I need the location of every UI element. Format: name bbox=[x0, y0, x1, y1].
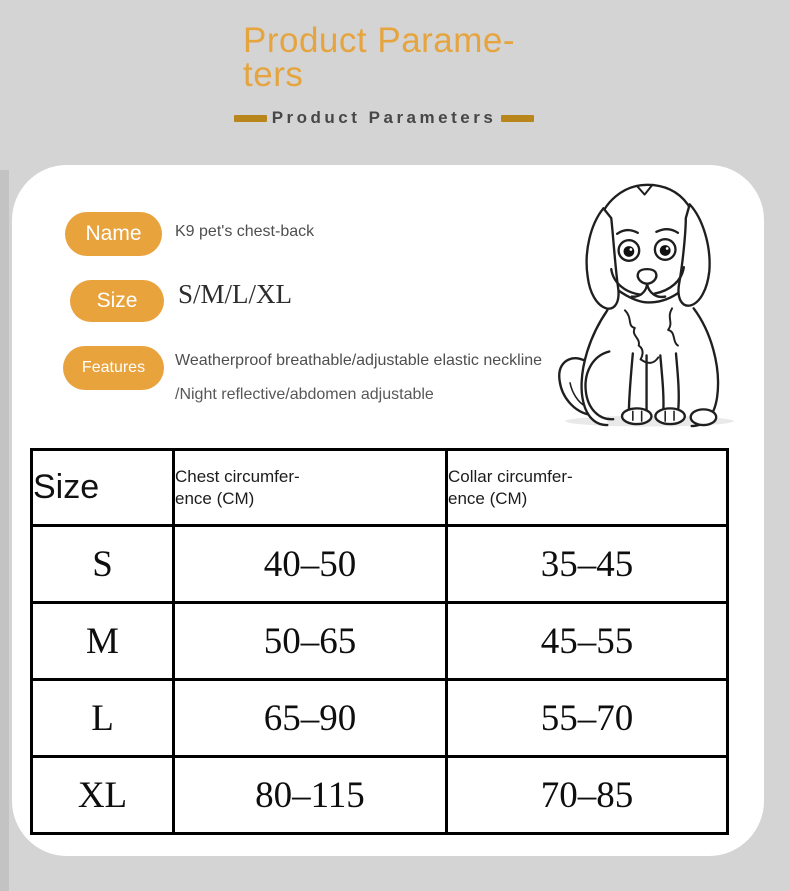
subtitle-text: Product Parameters bbox=[271, 108, 497, 127]
size-value: S/M/L/XL bbox=[178, 279, 293, 309]
subtitle-dash-right bbox=[501, 115, 534, 122]
header-collar-circumference: Collar circumfer- ence (CM) bbox=[447, 450, 728, 526]
table-row bbox=[32, 603, 728, 680]
table-row bbox=[32, 757, 728, 834]
cell-collar: 45–55 bbox=[447, 603, 728, 680]
cell-collar: 35–45 bbox=[447, 526, 728, 603]
table-row bbox=[32, 526, 728, 603]
subtitle-dash-left bbox=[234, 115, 267, 122]
name-label-pill bbox=[65, 212, 162, 256]
cell-collar: 70–85 bbox=[447, 757, 728, 834]
cell-chest: 40–50 bbox=[174, 526, 447, 603]
name-value: K9 pet's chest-back bbox=[175, 223, 315, 240]
size-label-pill bbox=[70, 280, 164, 322]
size-label: Size bbox=[96, 289, 138, 312]
features-label-pill bbox=[63, 346, 164, 390]
cell-size: M bbox=[32, 603, 174, 680]
header-size: Size bbox=[32, 450, 174, 526]
features-value-line2: /Night reflective/abdomen adjustable bbox=[175, 386, 434, 403]
features-value-line1: Weatherproof breathable/adjustable elastic neckline bbox=[175, 352, 543, 369]
page-title bbox=[243, 21, 516, 94]
cell-chest: 65–90 bbox=[174, 680, 447, 757]
table-header-row bbox=[32, 450, 728, 526]
cell-chest: 80–115 bbox=[174, 757, 447, 834]
page-title-line2: ters bbox=[243, 55, 304, 94]
cell-chest: 50–65 bbox=[174, 603, 447, 680]
table-row bbox=[32, 680, 728, 757]
page-edge-shading bbox=[0, 170, 9, 891]
cell-collar: 55–70 bbox=[447, 680, 728, 757]
cell-size: L bbox=[32, 680, 174, 757]
cell-size: S bbox=[32, 526, 174, 603]
cell-size: XL bbox=[32, 757, 174, 834]
name-label: Name bbox=[85, 222, 142, 245]
section-subtitle bbox=[0, 108, 779, 128]
header-chest-circumference: Chest circumfer- ence (CM) bbox=[174, 450, 447, 526]
size-chart-table bbox=[30, 448, 729, 835]
features-label: Features bbox=[81, 359, 146, 376]
dog-illustration bbox=[542, 173, 757, 428]
product-parameters-card bbox=[12, 165, 764, 856]
page-title-line1: Product Parame- bbox=[243, 21, 516, 60]
